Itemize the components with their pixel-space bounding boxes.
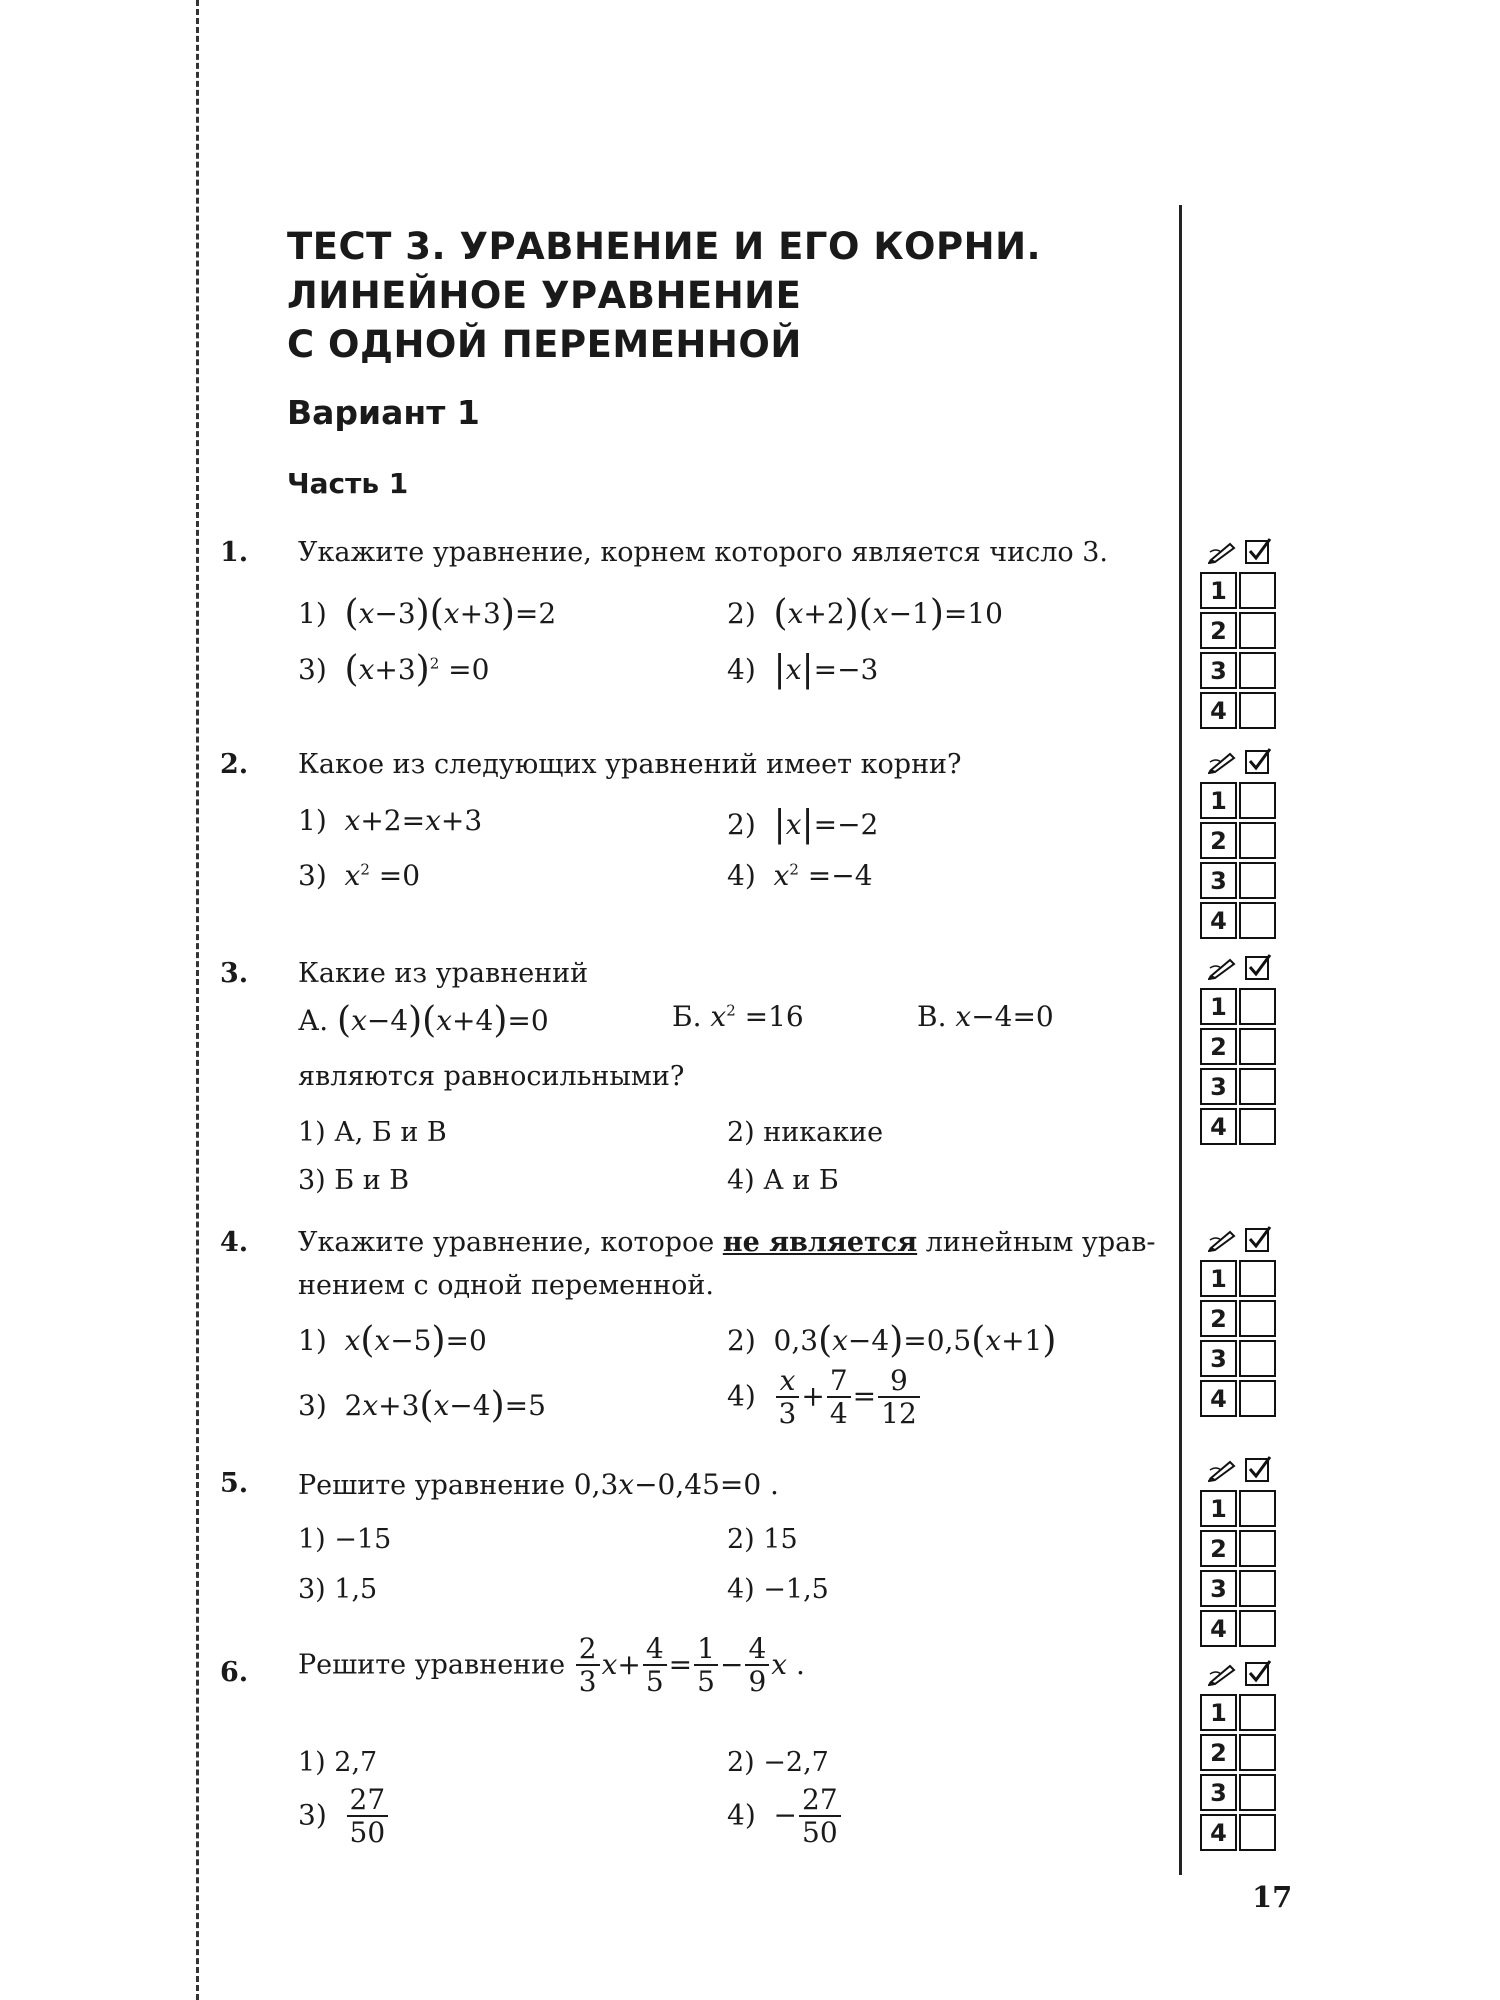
answer-option-number: 1	[1200, 1490, 1237, 1527]
question-6-option-1: 1) 2,7	[298, 1747, 378, 1778]
checkbox-check-icon	[1244, 1659, 1272, 1687]
question-4-option-1: 1) x(x−5)=0	[298, 1320, 487, 1361]
answer-checkbox[interactable]	[1239, 1028, 1276, 1065]
answer-row	[1200, 1694, 1280, 1730]
answer-row	[1200, 902, 1280, 938]
answer-header	[1200, 950, 1280, 984]
question-6-number: 6.	[220, 1657, 249, 1688]
question-3-option-1: 1) А, Б и В	[298, 1117, 447, 1148]
eq-b-label: Б.	[672, 1000, 702, 1033]
question-2-number: 2.	[220, 749, 249, 780]
answer-row	[1200, 572, 1280, 608]
question-3-text-2: являются равносильными?	[298, 1061, 685, 1092]
answer-option-number: 2	[1200, 1028, 1237, 1065]
answer-row	[1200, 692, 1280, 728]
pencil-icon	[1208, 1226, 1238, 1252]
answer-option-number: 4	[1200, 692, 1237, 729]
question-3-equation-b: Б. $x^2 =16$	[672, 1000, 804, 1033]
question-6-text: Решите уравнение $\frac{2}{3}$ x+ $\frac{4}{5}$ = $\frac{1}{5}$ − $\frac{4}{9}$ x .	[298, 1632, 805, 1698]
answer-checkbox[interactable]	[1239, 1734, 1276, 1771]
q4-text-bold: не является	[722, 1227, 918, 1258]
answer-option-number: 4	[1200, 902, 1237, 939]
answer-row	[1200, 1490, 1280, 1526]
answer-checkbox[interactable]	[1239, 1814, 1276, 1851]
part-heading: Часть 1	[287, 467, 409, 500]
answer-header	[1200, 534, 1280, 568]
question-1-option-3: 3) $(x+3)^2 =0$	[298, 649, 490, 690]
answer-option-number: 1	[1200, 1260, 1237, 1297]
answer-row	[1200, 1380, 1280, 1416]
answer-checkbox[interactable]	[1239, 572, 1276, 609]
question-2-option-2: 2) |x|=−2	[727, 804, 879, 845]
answer-checkbox[interactable]	[1239, 1300, 1276, 1337]
answer-row	[1200, 1108, 1280, 1144]
q5-text: Решите уравнение	[298, 1470, 566, 1501]
question-1-option-2: 2) (x+2)(x−1)=10	[727, 593, 1003, 634]
answer-checkbox[interactable]	[1239, 1530, 1276, 1567]
question-3-equation-c: В. x−4=0	[917, 1000, 1054, 1033]
answer-block-6	[1200, 1656, 1280, 1850]
question-2-option-4: 4) $x^2 =-4$	[727, 859, 873, 892]
question-5-option-4: 4) −1,5	[727, 1574, 829, 1605]
question-5-text: Решите уравнение 0,3x−0,45=0 .	[298, 1468, 779, 1501]
answer-option-number: 1	[1200, 988, 1237, 1025]
answer-row	[1200, 1814, 1280, 1850]
answer-checkbox[interactable]	[1239, 1774, 1276, 1811]
answer-checkbox[interactable]	[1239, 902, 1276, 939]
question-4-text	[298, 1227, 1156, 1258]
answer-option-number: 3	[1200, 1570, 1237, 1607]
question-1-option-4: 4) |x|=−3	[727, 649, 879, 690]
checkbox-check-icon	[1244, 953, 1272, 981]
answer-option-number: 4	[1200, 1814, 1237, 1851]
answer-option-number: 2	[1200, 1734, 1237, 1771]
cut-line	[196, 0, 199, 2000]
eq-a-label: А.	[298, 1004, 329, 1037]
pencil-icon	[1208, 954, 1238, 980]
answer-row	[1200, 1260, 1280, 1296]
answer-option-number: 3	[1200, 652, 1237, 689]
pencil-icon	[1208, 538, 1238, 564]
question-6-option-3: 3) $\frac{27}{50}$	[298, 1785, 390, 1849]
answer-option-number: 2	[1200, 1300, 1237, 1337]
question-2-option-1: 1) x+2=x+3	[298, 804, 483, 837]
answer-option-number: 3	[1200, 862, 1237, 899]
question-2-option-3: 3) $x^2 =0$	[298, 859, 421, 892]
answer-checkbox[interactable]	[1239, 1380, 1276, 1417]
question-5-option-2: 2) 15	[727, 1524, 798, 1555]
question-1-number: 1.	[220, 537, 249, 568]
checkbox-check-icon	[1244, 1225, 1272, 1253]
answer-header	[1200, 744, 1280, 778]
answer-block-2	[1200, 744, 1280, 938]
answer-checkbox[interactable]	[1239, 862, 1276, 899]
question-3-equation-a: А. (x−4)(x+4)=0	[298, 1000, 549, 1041]
answer-header	[1200, 1452, 1280, 1486]
answer-row	[1200, 1028, 1280, 1064]
answer-row	[1200, 1774, 1280, 1810]
answer-checkbox[interactable]	[1239, 1068, 1276, 1105]
question-2-text: Какое из следующих уравнений имеет корни?	[298, 749, 962, 780]
answer-checkbox[interactable]	[1239, 1490, 1276, 1527]
answer-block-1	[1200, 534, 1280, 728]
answer-checkbox[interactable]	[1239, 612, 1276, 649]
answer-row	[1200, 1610, 1280, 1646]
question-4-option-4: 4) $\frac{x}{3}$ + $\frac{7}{4}$ = $\frac{9}{12}$	[727, 1366, 922, 1430]
answer-row	[1200, 1340, 1280, 1376]
question-5-number: 5.	[220, 1468, 249, 1499]
answer-header	[1200, 1222, 1280, 1256]
question-5-option-3: 3) 1,5	[298, 1574, 378, 1605]
page-number: 17	[1252, 1880, 1293, 1914]
answer-checkbox[interactable]	[1239, 822, 1276, 859]
answer-option-number: 4	[1200, 1108, 1237, 1145]
answer-checkbox[interactable]	[1239, 1610, 1276, 1647]
answer-block-5	[1200, 1452, 1280, 1646]
answer-row	[1200, 652, 1280, 688]
eq-c-label: В.	[917, 1000, 947, 1033]
question-5-option-1: 1) −15	[298, 1524, 392, 1555]
q4-text-after: линейным урав-	[925, 1227, 1156, 1258]
pencil-icon	[1208, 748, 1238, 774]
question-4-option-3: 3) 2x+3(x−4)=5	[298, 1385, 546, 1426]
answer-row	[1200, 612, 1280, 648]
question-1-text: Укажите уравнение, корнем которого является число 3.	[298, 537, 1108, 568]
variant-heading: Вариант 1	[287, 393, 480, 432]
answer-row	[1200, 822, 1280, 858]
answer-row	[1200, 1734, 1280, 1770]
answer-option-number: 4	[1200, 1380, 1237, 1417]
answer-row	[1200, 782, 1280, 818]
answer-block-4	[1200, 1222, 1280, 1416]
answer-option-number: 4	[1200, 1610, 1237, 1647]
answer-option-number: 3	[1200, 1340, 1237, 1377]
checkbox-check-icon	[1244, 747, 1272, 775]
checkbox-check-icon	[1244, 537, 1272, 565]
answer-option-number: 3	[1200, 1774, 1237, 1811]
answer-option-number: 3	[1200, 1068, 1237, 1105]
question-6-option-4: 4) − $\frac{27}{50}$	[727, 1785, 843, 1849]
answer-checkbox[interactable]	[1239, 1260, 1276, 1297]
answer-row	[1200, 1570, 1280, 1606]
answer-checkbox[interactable]	[1239, 1340, 1276, 1377]
q4-text-before: Укажите уравнение, которое	[298, 1227, 715, 1258]
question-4-text-line-2: нением с одной переменной.	[298, 1270, 714, 1301]
question-4-number: 4.	[220, 1227, 249, 1258]
answer-option-number: 1	[1200, 782, 1237, 819]
answer-row	[1200, 1068, 1280, 1104]
checkbox-check-icon	[1244, 1455, 1272, 1483]
title-line-3: С ОДНОЙ ПЕРЕМЕННОЙ	[287, 323, 802, 366]
answer-column-separator	[1179, 205, 1182, 1875]
answer-checkbox[interactable]	[1239, 988, 1276, 1025]
question-3-number: 3.	[220, 958, 249, 989]
title-line-2: ЛИНЕЙНОЕ УРАВНЕНИЕ	[287, 274, 802, 317]
answer-row	[1200, 1300, 1280, 1336]
answer-header	[1200, 1656, 1280, 1690]
answer-row	[1200, 988, 1280, 1024]
q6-text: Решите уравнение	[298, 1649, 566, 1681]
question-1-option-1: 1) (x−3)(x+3)=2	[298, 593, 557, 634]
title-line-1: ТЕСТ 3. УРАВНЕНИЕ И ЕГО КОРНИ.	[287, 225, 1042, 268]
answer-checkbox[interactable]	[1239, 782, 1276, 819]
pencil-icon	[1208, 1456, 1238, 1482]
answer-checkbox[interactable]	[1239, 652, 1276, 689]
answer-row	[1200, 862, 1280, 898]
question-4-option-2: 2) 0,3(x−4)=0,5(x+1)	[727, 1320, 1057, 1361]
answer-row	[1200, 1530, 1280, 1566]
answer-checkbox[interactable]	[1239, 692, 1276, 729]
answer-block-3	[1200, 950, 1280, 1144]
answer-option-number: 2	[1200, 1530, 1237, 1567]
answer-checkbox[interactable]	[1239, 1694, 1276, 1731]
question-3-option-3: 3) Б и В	[298, 1165, 410, 1196]
test-title	[287, 222, 1041, 369]
question-3-option-2: 2) никакие	[727, 1117, 884, 1148]
question-6-option-2: 2) −2,7	[727, 1747, 829, 1778]
answer-option-number: 2	[1200, 822, 1237, 859]
question-3-text: Какие из уравнений	[298, 958, 589, 989]
answer-option-number: 1	[1200, 1694, 1237, 1731]
pencil-icon	[1208, 1660, 1238, 1686]
answer-checkbox[interactable]	[1239, 1570, 1276, 1607]
answer-option-number: 1	[1200, 572, 1237, 609]
answer-option-number: 2	[1200, 612, 1237, 649]
question-3-option-4: 4) А и Б	[727, 1165, 839, 1196]
answer-checkbox[interactable]	[1239, 1108, 1276, 1145]
